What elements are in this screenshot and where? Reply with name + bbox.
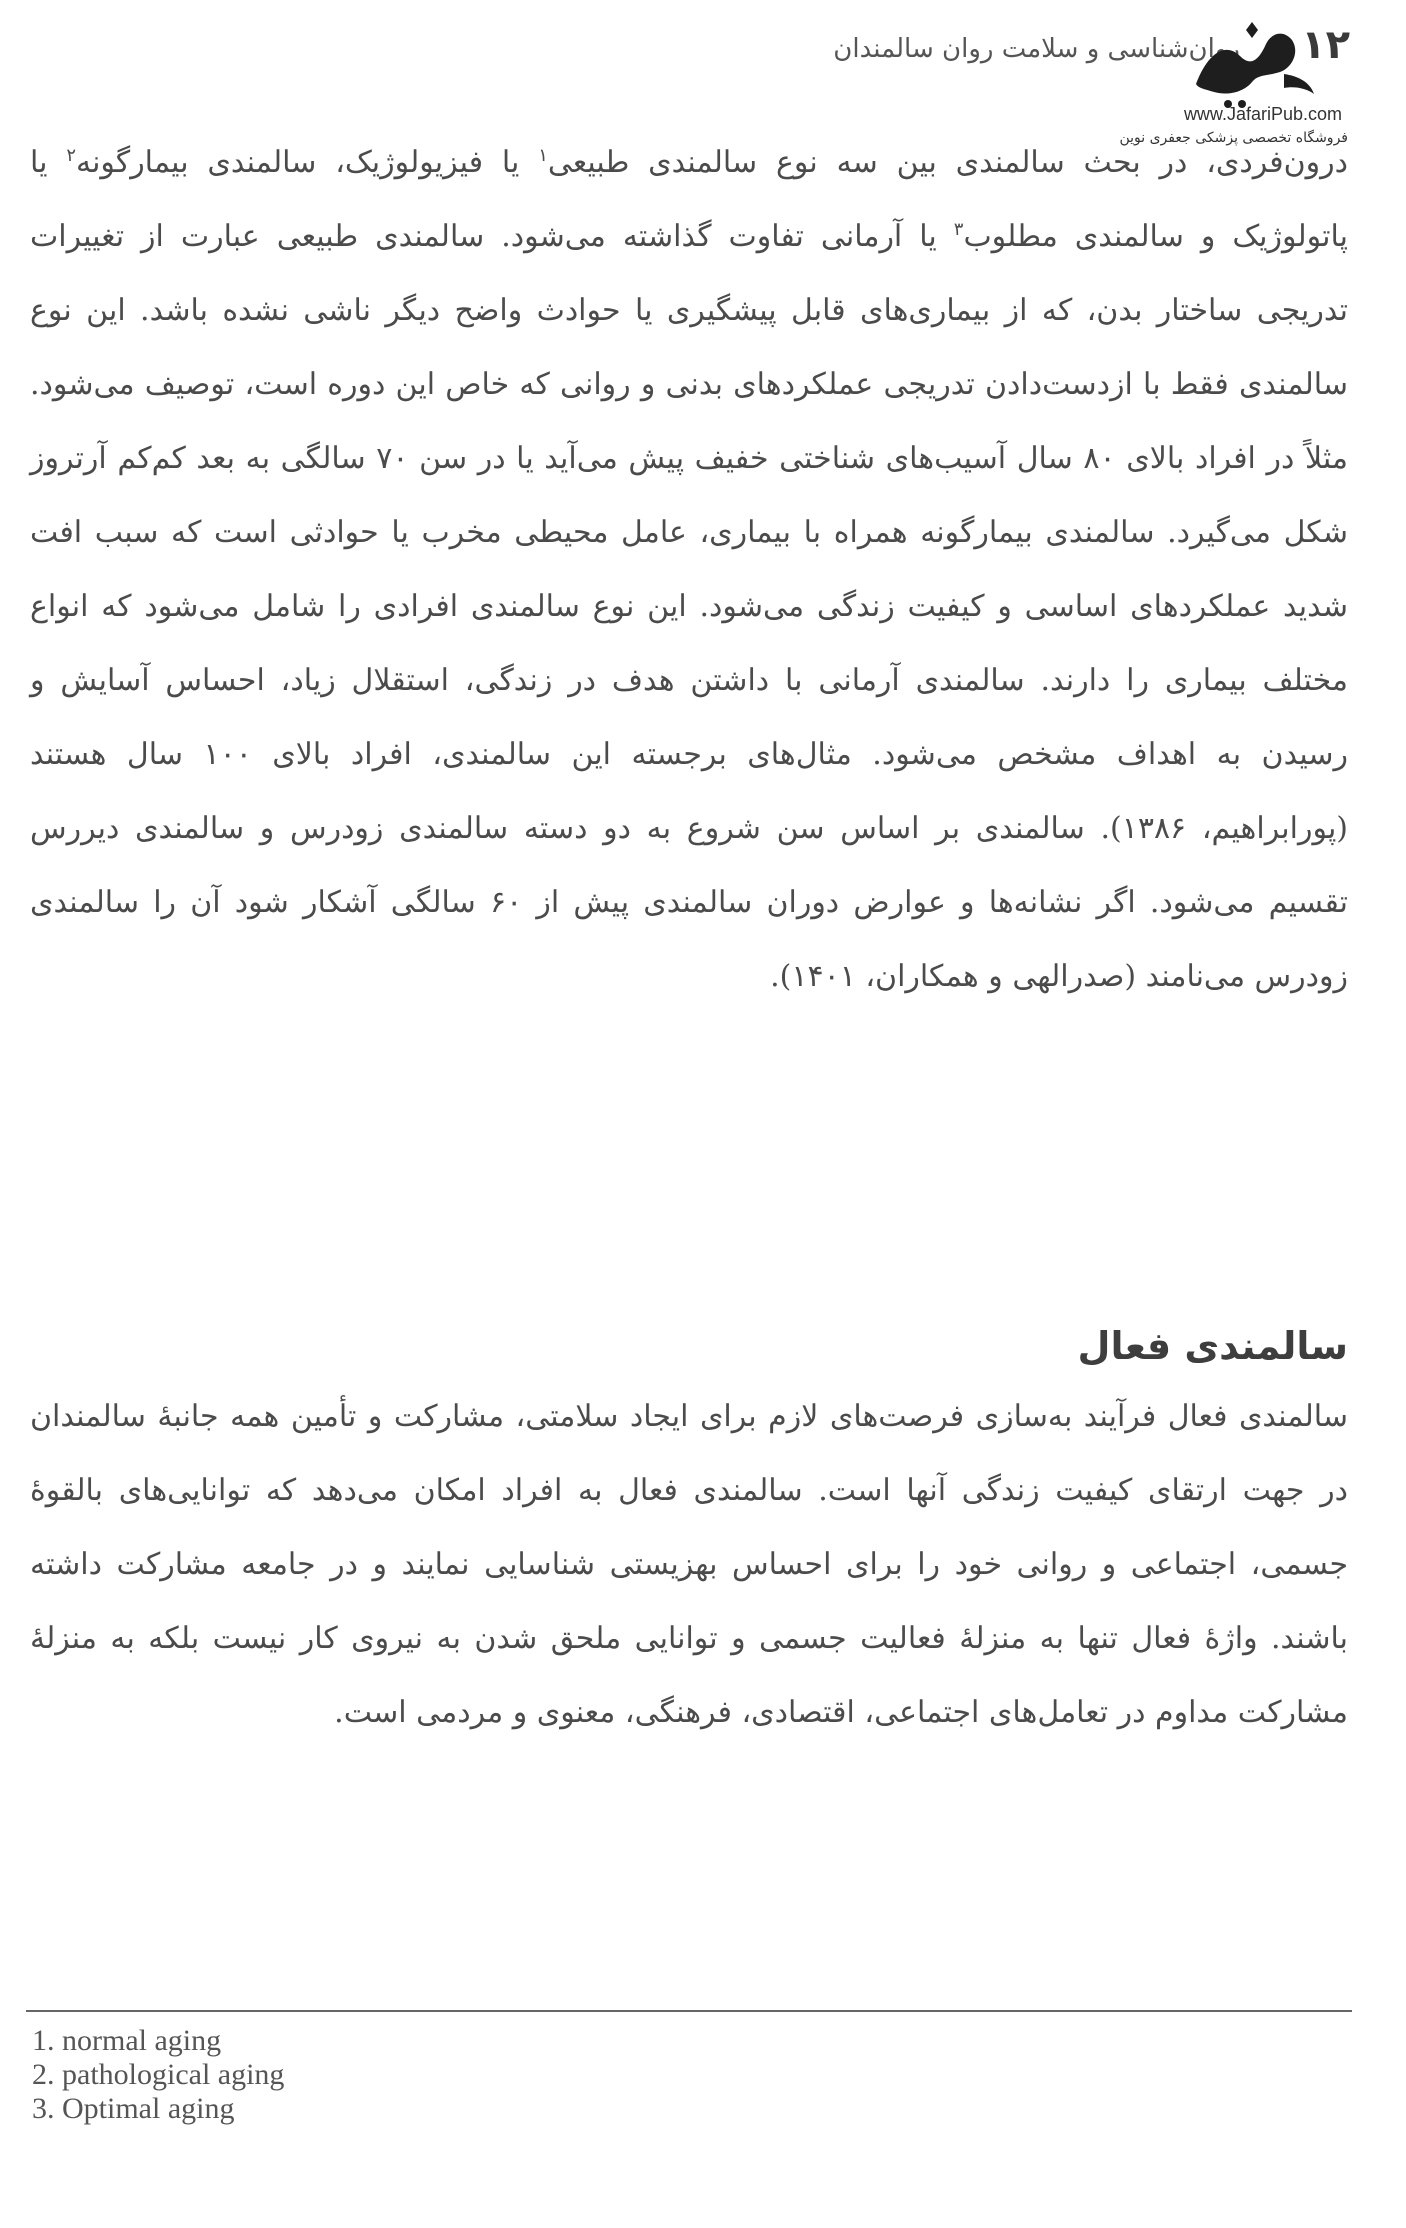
- paragraph-1-text-b: یا فیزیولوژیک، سالمندی بیمارگونه: [75, 145, 539, 180]
- paragraph-1-text-d: یا آرمانی تفاوت گذاشته می‌شود. سالمندی طبیعی عبارت از تغییرات تدریجی ساختار بدن، که از بیماری‌های قابل پیشگیری یا حوادث واضح دیگر ناشی نشده باشد. این نوع سالمندی فقط با ازدست‌دادن تدریجی عملکردهای بدنی و روانی که خاص این دوره است، توصیف می‌شود. مثلاً در افراد بالای ۸۰ سال آسیب‌های شناختی خفیف پیش می‌آید یا در سن ۷۰ سالگی به بعد کم‌کم آرتروز شکل می‌گیرد. سالمندی بیمارگونه همراه با بیماری، عامل محیطی مخرب یا حوادثی است که سبب افت شدید عملکردهای اساسی و کیفیت زندگی می‌شود. این نوع سالمندی افرادی را شامل می‌شود که انواع مختلف بیماری را دارند. سالمندی آرمانی با داشتن هدف در زندگی، استقلال زیاد، احساس آسایش و رسیدن به اهداف مشخص می‌شود. مثال‌های برجسته این سالمندی، افراد بالای ۱۰۰ سال هستند (پورابراهیم، ۱۳۸۶). سالمندی بر اساس سن شروع به دو دسته سالمندی زودرس و سالمندی دیررس تقسیم می‌شود. اگر نشانه‌ها و عوارض دوران سالمندی پیش از ۶۰ سالگی آشکار شود آن را سالمندی زودرس می‌نامند (صدرالهی و همکاران، ۱۴۰۱).: [30, 219, 1348, 994]
- publisher-url: www.JafariPub.com: [1183, 104, 1342, 124]
- footnote-ref-2: ۲: [66, 145, 76, 166]
- body-paragraph-2: سالمندی فعال فرآیند به‌سازی فرصت‌های لازم برای ایجاد سلامتی، مشارکت و تأمین همه جانبهٔ سالمندان در جهت ارتقای کیفیت زندگی آنها است. سالمندی فعال به افراد امکان می‌دهد که توانایی‌های بالقوهٔ جسمی، اجتماعی و روانی خود را برای احساس بهزیستی شناسایی نمایند و در جامعه مشارکت داشته باشند. واژهٔ فعال تنها به منزلهٔ فعالیت جسمی و توانایی ملحق شدن به نیروی کار نیست بلکه به منزلهٔ مشارکت مداوم در تعامل‌های اجتماعی، اقتصادی، فرهنگی، معنوی و مردمی است.: [30, 1399, 1348, 1730]
- body-paragraph-1: [30, 126, 1348, 1014]
- footnote-3: 3. Optimal aging: [32, 2092, 235, 2125]
- page-number: ۱۲: [1301, 22, 1350, 68]
- paragraph-1-text-c: یا پاتولوژیک و سالمندی مطلوب: [30, 145, 1348, 254]
- footnotes: [32, 2024, 284, 2126]
- publisher-tagline: فروشگاه تخصصی پزشکی جعفری نوین: [1119, 130, 1348, 146]
- footnote-2: 2. pathological aging: [32, 2058, 285, 2091]
- footnote-1: 1. normal aging: [32, 2024, 222, 2057]
- footnote-divider: [26, 2010, 1352, 2012]
- footnote-ref-1: ۱: [538, 145, 548, 166]
- publisher-logo-icon: [1188, 22, 1318, 112]
- section-heading: سالمندی فعال: [1077, 1323, 1348, 1368]
- paragraph-1-text-a: درون‌فردی، در بحث سالمندی بین سه نوع سالمندی طبیعی: [547, 145, 1348, 180]
- running-title: روان‌شناسی و سلامت روان سالمندان: [833, 34, 1240, 64]
- footnote-ref-3: ۳: [953, 219, 964, 240]
